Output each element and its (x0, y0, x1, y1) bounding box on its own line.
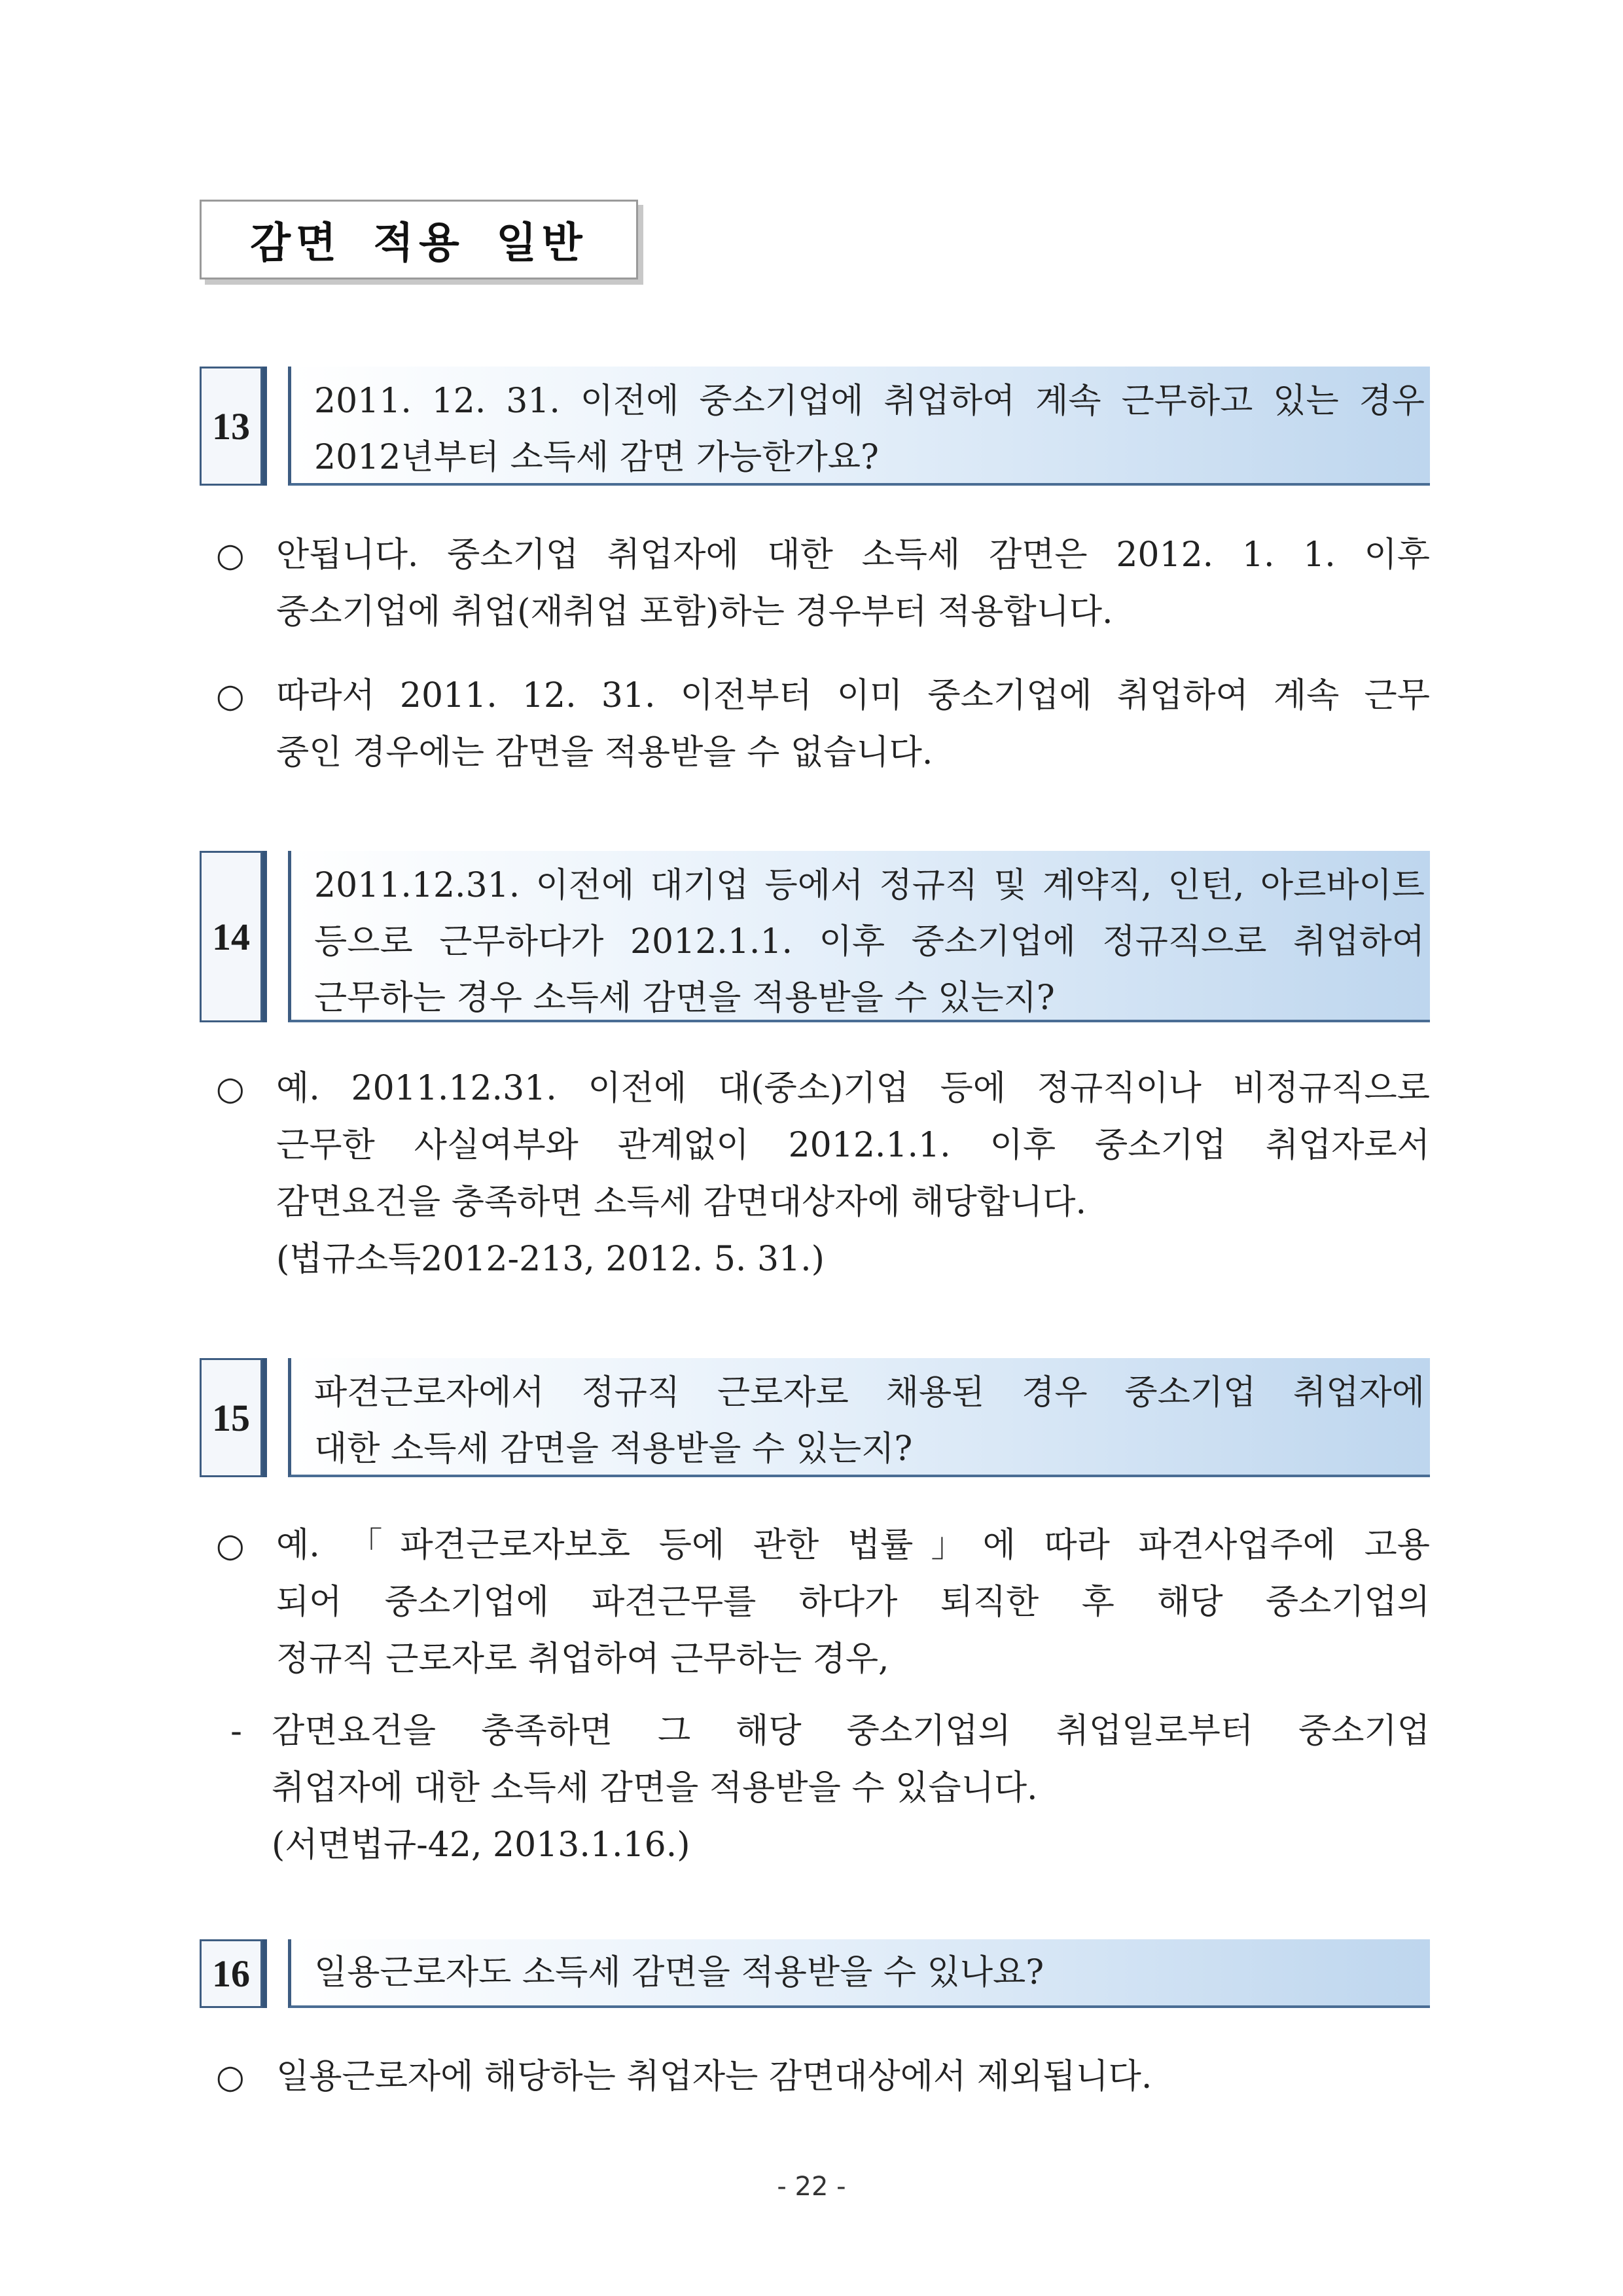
answer-13-2-line-2: 중인 경우에는 감면을 적용받을 수 없습니다. (276, 733, 933, 772)
answer-13-2 (216, 668, 1430, 781)
question-16-line-1: 일용근로자도 소득세 감면을 적용받을 수 있나요? (314, 1953, 1044, 1992)
answer-14-1 (216, 1060, 1430, 1288)
answer-14-1-line-2: 근무한 사실여부와 관계없이 2012.1.1. 이후 중소기업 취업자로서 (276, 1126, 1430, 1165)
answer-15-1-line-2: 되어 중소기업에 파견근무를 하다가 퇴직한 후 해당 중소기업의 (276, 1583, 1430, 1622)
question-box-13 (288, 367, 1430, 486)
answer-15-1-line-3: 정규직 근로자로 취업하여 근무하는 경우, (276, 1640, 889, 1679)
bullet-circle: ○ (216, 677, 245, 715)
bullet-circle: ○ (216, 1526, 245, 1564)
answer-13-1-line-1: 안됩니다. 중소기업 취업자에 대한 소득세 감면은 2012. 1. 1. 이후 (276, 535, 1430, 575)
question-number-15: 15 (200, 1358, 262, 1477)
answer-13-1 (216, 527, 1430, 641)
question-number-13: 13 (200, 367, 262, 486)
answer-16-1-line-1: 일용근로자에 해당하는 취업자는 감면대상에서 제외됩니다. (276, 2057, 1152, 2096)
answer-15-2-line-1: 감면요건을 충족하면 그 해당 중소기업의 취업일로부터 중소기업 (272, 1712, 1430, 1751)
question-14-line-3: 근무하는 경우 소득세 감면을 적용받을 수 있는지? (314, 978, 1055, 1018)
answer-13-1-line-2: 중소기업에 취업(재취업 포함)하는 경우부터 적용합니다. (276, 592, 1113, 632)
question-14-line-1: 2011.12.31. 이전에 대기업 등에서 정규직 및 계약직, 인턴, 아르바이트 (314, 866, 1425, 905)
page-number: - 22 - (777, 2172, 846, 2202)
question-13-line-1: 2011. 12. 31. 이전에 중소기업에 취업하여 계속 근무하고 있는 경우 (314, 382, 1425, 421)
answer-15-1-line-1: 예. 「파견근로자보호 등에 관한 법률」에 따라 파견사업주에 고용 (276, 1526, 1430, 1565)
question-box-16 (288, 1939, 1430, 2008)
bullet-circle: ○ (216, 2058, 245, 2096)
answer-14-1-line-3: 감면요건을 충족하면 소득세 감면대상자에 해당합니다. (276, 1183, 1086, 1222)
question-number-14: 14 (200, 851, 262, 1022)
section-title (200, 200, 638, 279)
answer-15-2-line-2: 취업자에 대한 소득세 감면을 적용받을 수 있습니다. (272, 1768, 1038, 1808)
section-title-text: 감면 적용 일반 (250, 219, 588, 268)
question-15-line-1: 파견근로자에서 정규직 근로자로 채용된 경우 중소기업 취업자에 (314, 1373, 1425, 1412)
question-15-line-2: 대한 소득세 감면을 적용받을 수 있는지? (314, 1429, 913, 1469)
bullet-circle: ○ (216, 1069, 245, 1107)
question-box-15 (288, 1358, 1430, 1477)
question-14-line-2: 등으로 근무하다가 2012.1.1. 이후 중소기업에 정규직으로 취업하여 (314, 922, 1425, 961)
answer-15-2-line-3: (서면법규-42, 2013.1.16.) (272, 1825, 690, 1865)
answer-14-1-line-4: (법규소득2012-213, 2012. 5. 31.) (276, 1240, 825, 1279)
question-13-line-2: 2012년부터 소득세 감면 가능한가요? (314, 438, 879, 477)
question-number-16: 16 (200, 1939, 262, 2008)
answer-15-2 (216, 1703, 1430, 1874)
bullet-dash: - (230, 1712, 243, 1750)
answer-15-1 (216, 1517, 1430, 1688)
answer-16-1 (216, 2049, 1430, 2106)
question-box-14 (288, 851, 1430, 1022)
answer-13-2-line-1: 따라서 2011. 12. 31. 이전부터 이미 중소기업에 취업하여 계속 근무 (276, 676, 1430, 715)
bullet-circle: ○ (216, 536, 245, 574)
answer-14-1-line-1: 예. 2011.12.31. 이전에 대(중소)기업 등에 정규직이나 비정규직으로 (276, 1069, 1430, 1108)
